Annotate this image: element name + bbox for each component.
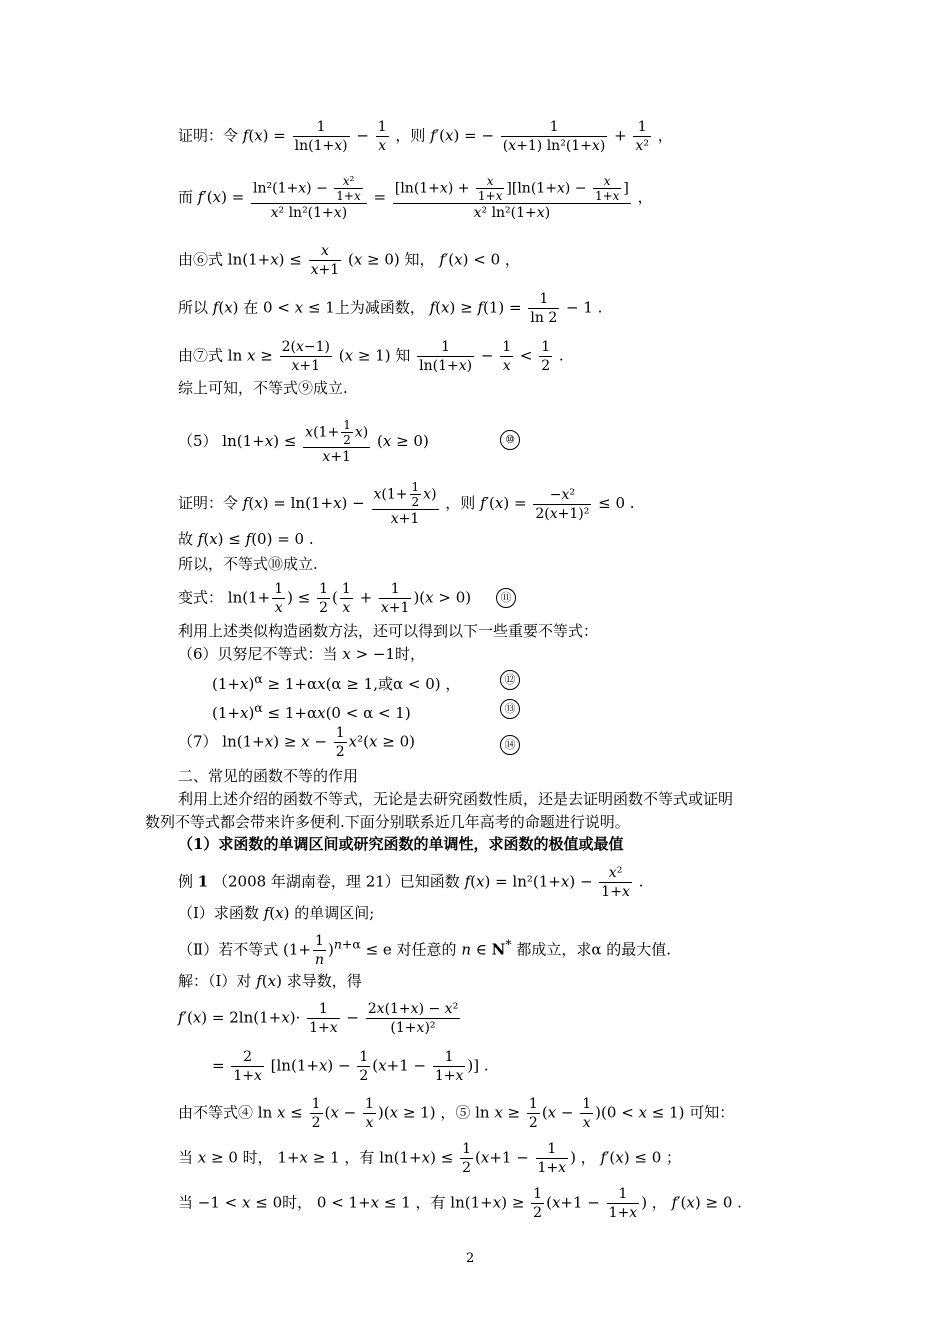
topic-1-heading: （1）求函数的单调区间或研究函数的单调性，求函数的极值或最值 [178,835,624,853]
variant-inequality: 变式： ln(1+ $\frac{1}{x}$ ) ≤ $\frac{1}{2}$ ( $\frac{1}{x}$ + $\frac{1}{x+1}$ )(x > 0) [178,581,472,616]
case-x-nonnegative: 当 x ≥ 0 时， 1+x ≥ 1 ，有 ln(1+x) ≤ $\frac{1}{2}$ (x+1 − $\frac{1}{1+x}$ ) ， f′(x) ≤ 0 ； [178,1141,682,1176]
proof-line-5: 由⑦式 ln x ≥ $\frac{2(x-1)}{x+1}$ (x ≥ 1) 知 $\frac{1}{\ln(1+x)}$ − $\frac{1}{x}$ < $\frac{1}{2}$ . [178,339,564,374]
conclusion-9: 综上可知，不等式⑨成立. [178,379,348,397]
conclusion-10: 所以，不等式⑩成立. [178,555,318,573]
section-heading-2: 二、常见的函数不等的作用 [178,767,359,785]
solution-start: 解：（Ⅰ）对 f(x) 求导数，得 [178,972,362,990]
bernoulli-2: $(1+x)^\alpha \le 1+\alpha x(0 < \alpha < 1)$ [212,700,411,722]
inequality-5: （5） ln(1+x) ≤ x(1+ $\frac{1}{2}$ x) x+1 (x ≥ 0) [178,418,429,465]
inequality-7: （7） ln(1+x) ≥ x − $\frac{1}{2}$ x²(x ≥ 0) [178,725,415,760]
equation-tag-14: ⑭ [500,733,520,755]
equation-tag-10: ⑩ [500,428,520,450]
paragraph-line-2: 数列不等式都会带来许多便利.下面分别联系近几年高考的命题进行说明。 [145,813,630,831]
equation-tag-11: ⑪ [496,586,516,608]
example-1-part-2: （Ⅱ）若不等式 (1+ $\frac{1}{n}$ )$^{n+\alpha}$ ≤ e 对任意的 n ∈ N* 都成立，求α 的最大值. [178,933,672,968]
paragraph-line-1: 利用上述介绍的函数不等式，无论是去研究函数性质，还是去证明函数不等式或证明 [178,790,734,808]
example-1-part-1: （Ⅰ）求函数 f(x) 的单调区间; [178,904,375,922]
inequality-4-5-reference: 由不等式④ ln x ≤ $\frac{1}{2}$ (x − $\frac{1}{x}$ )(x ≥ 1) ，⑤ ln x ≥ $\frac{1}{2}$ (x − $\frac{1}{x}$ )(0 < x ≤ 1) 可知： [178,1096,735,1131]
example-1: 例 1 （2008 年湖南卷，理 21）已知函数 f(x) = ln²(1+x) − $\frac{\text{x²}}{1+x}$ . [178,865,644,900]
bernoulli-1: $(1+x)^\alpha \ge 1+\alpha x(\alpha \ge 1$,或α < 0) ， [212,671,461,693]
equation-tag-12: ⑫ [500,668,520,690]
intro-more-inequalities: 利用上述类似构造函数方法，还可以得到以下一些重要不等式： [178,622,599,640]
proof-line-7: 故 f(x) ≤ f(0) = 0 . [178,530,314,548]
equation-tag-13: ⑬ [500,697,520,719]
derivative-line-1: f′(x) = 2ln(1+x)· $\frac{1}{1+x}$ − $\frac{\text{2x(1+x) − x²}}{\text{(1+x)²}}$ [178,1001,459,1036]
bernoulli-heading: （6）贝努尼不等式：当 x > −1时， [178,645,426,663]
proof-line-4: 所以 f(x) 在 0 < x ≤ 1上为减函数， f(x) ≥ f(1) = $\frac{1}{\ln 2}$ − 1 . [178,291,603,326]
proof-line-2: 而 f′(x) = ln²(1+x) − $\frac{\text{x²}}{1+x}$ x² ln²(1+x) = [ln(1+x) + $\frac{x}{1+x}$ ][ln(1+x) − $\frac{x}{1+x}$ ] x² ln²(1+x) ， [178,174,653,221]
proof-line-3: 由⑥式 ln(1+x) ≤ $\frac{x}{x+1}$ (x ≥ 0) 知， f′(x) < 0 ， [178,243,520,278]
page-number: 2 [466,1251,475,1266]
proof-line-6: 证明：令 f(x) = ln(1+x) − x(1+ $\frac{1}{2}$ x) x+1 ，则 f′(x) = $\frac{\text{−x²}}{\text{2(x+1)²}}$ ≤ 0 . [178,480,635,527]
derivative-line-2: = $\frac{2}{1+x}$ [ln(1+x) − $\frac{1}{2}$ (x+1 − $\frac{1}{1+x}$ )] . [212,1049,489,1084]
case-x-negative: 当 −1 < x ≤ 0时， 0 < 1+x ≤ 1 ，有 ln(1+x) ≥ $\frac{1}{2}$ (x+1 − $\frac{1}{1+x}$ ) ， f′(x) ≥ 0 . [178,1186,742,1221]
proof-line-1: 证明：令 f(x) = $\frac{1}{\ln(1+x)}$ − $\frac{1}{x}$ ，则 f′(x) = − $\frac{1}{\text{(x+1) ln²(1+x)}}$ + $\frac{1}{\text{x²}}$ ， [178,119,673,154]
